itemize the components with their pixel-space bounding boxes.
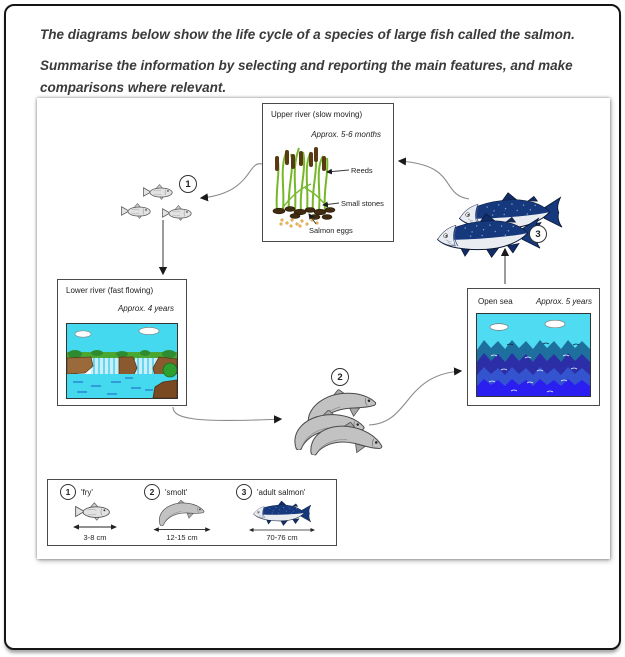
fry-fish-icon xyxy=(162,205,196,221)
upper-river-duration: Approx. 5-6 months xyxy=(311,130,381,139)
sea-illustration-icon xyxy=(476,313,591,397)
smolt-fish-icon xyxy=(152,500,212,526)
small-stones-label: Small stones xyxy=(341,199,384,208)
legend-name-fry: 'fry' xyxy=(81,487,93,497)
legend-number-smolt: 2 xyxy=(144,484,160,500)
adult-salmon-fish-icon xyxy=(433,209,543,263)
open-sea-title: Open sea xyxy=(478,297,513,306)
legend-item-adult-salmon xyxy=(232,484,332,542)
size-arrow-icon xyxy=(149,526,215,533)
size-arrow-icon xyxy=(72,523,118,531)
lower-river-title: Lower river (fast flowing) xyxy=(66,286,154,295)
legend-box xyxy=(47,479,337,546)
upper-river-box xyxy=(262,103,394,242)
legend-item-smolt xyxy=(140,484,224,542)
waterfall-illustration-icon xyxy=(66,323,178,399)
lower-river-duration: Approx. 4 years xyxy=(117,304,174,313)
legend-size-fry: 3-8 cm xyxy=(83,533,107,542)
open-sea-duration: Approx. 5 years xyxy=(535,297,592,306)
legend-number-fry: 1 xyxy=(60,484,76,500)
lower-river-box xyxy=(57,279,187,406)
adult-salmon-fish-icon xyxy=(239,500,325,527)
legend-size-adult-salmon: 70-76 cm xyxy=(266,533,298,542)
upper-river-title: Upper river (slow moving) xyxy=(271,110,363,119)
stage-marker-smolt: 2 xyxy=(331,368,349,386)
fry-fish-icon xyxy=(75,502,115,521)
salmon-eggs-label: Salmon eggs xyxy=(309,226,353,235)
fry-fish-icon xyxy=(143,184,177,200)
legend-item-fry xyxy=(56,484,134,542)
reeds-label: Reeds xyxy=(351,166,373,175)
legend-name-smolt: 'smolt' xyxy=(165,487,188,497)
fry-fish-icon xyxy=(121,203,155,219)
legend-size-smolt: 12-15 cm xyxy=(166,533,198,542)
legend-number-adult-salmon: 3 xyxy=(236,484,252,500)
open-sea-box xyxy=(467,288,600,406)
label-arrows-icon xyxy=(263,104,393,241)
stage-marker-fry: 1 xyxy=(179,175,197,193)
task-card xyxy=(4,4,621,650)
task-prompt-line2: Summarise the information by selecting and reporting the main features, and make comparisons where relevant. xyxy=(40,58,573,95)
task-prompt-line1: The diagrams below show the life cycle of a species of large fish called the salmon. xyxy=(40,27,575,42)
legend-name-adult-salmon: 'adult salmon' xyxy=(257,487,306,497)
salmon-lifecycle-diagram xyxy=(37,98,610,559)
stage-marker-adult-salmon: 3 xyxy=(529,225,547,243)
